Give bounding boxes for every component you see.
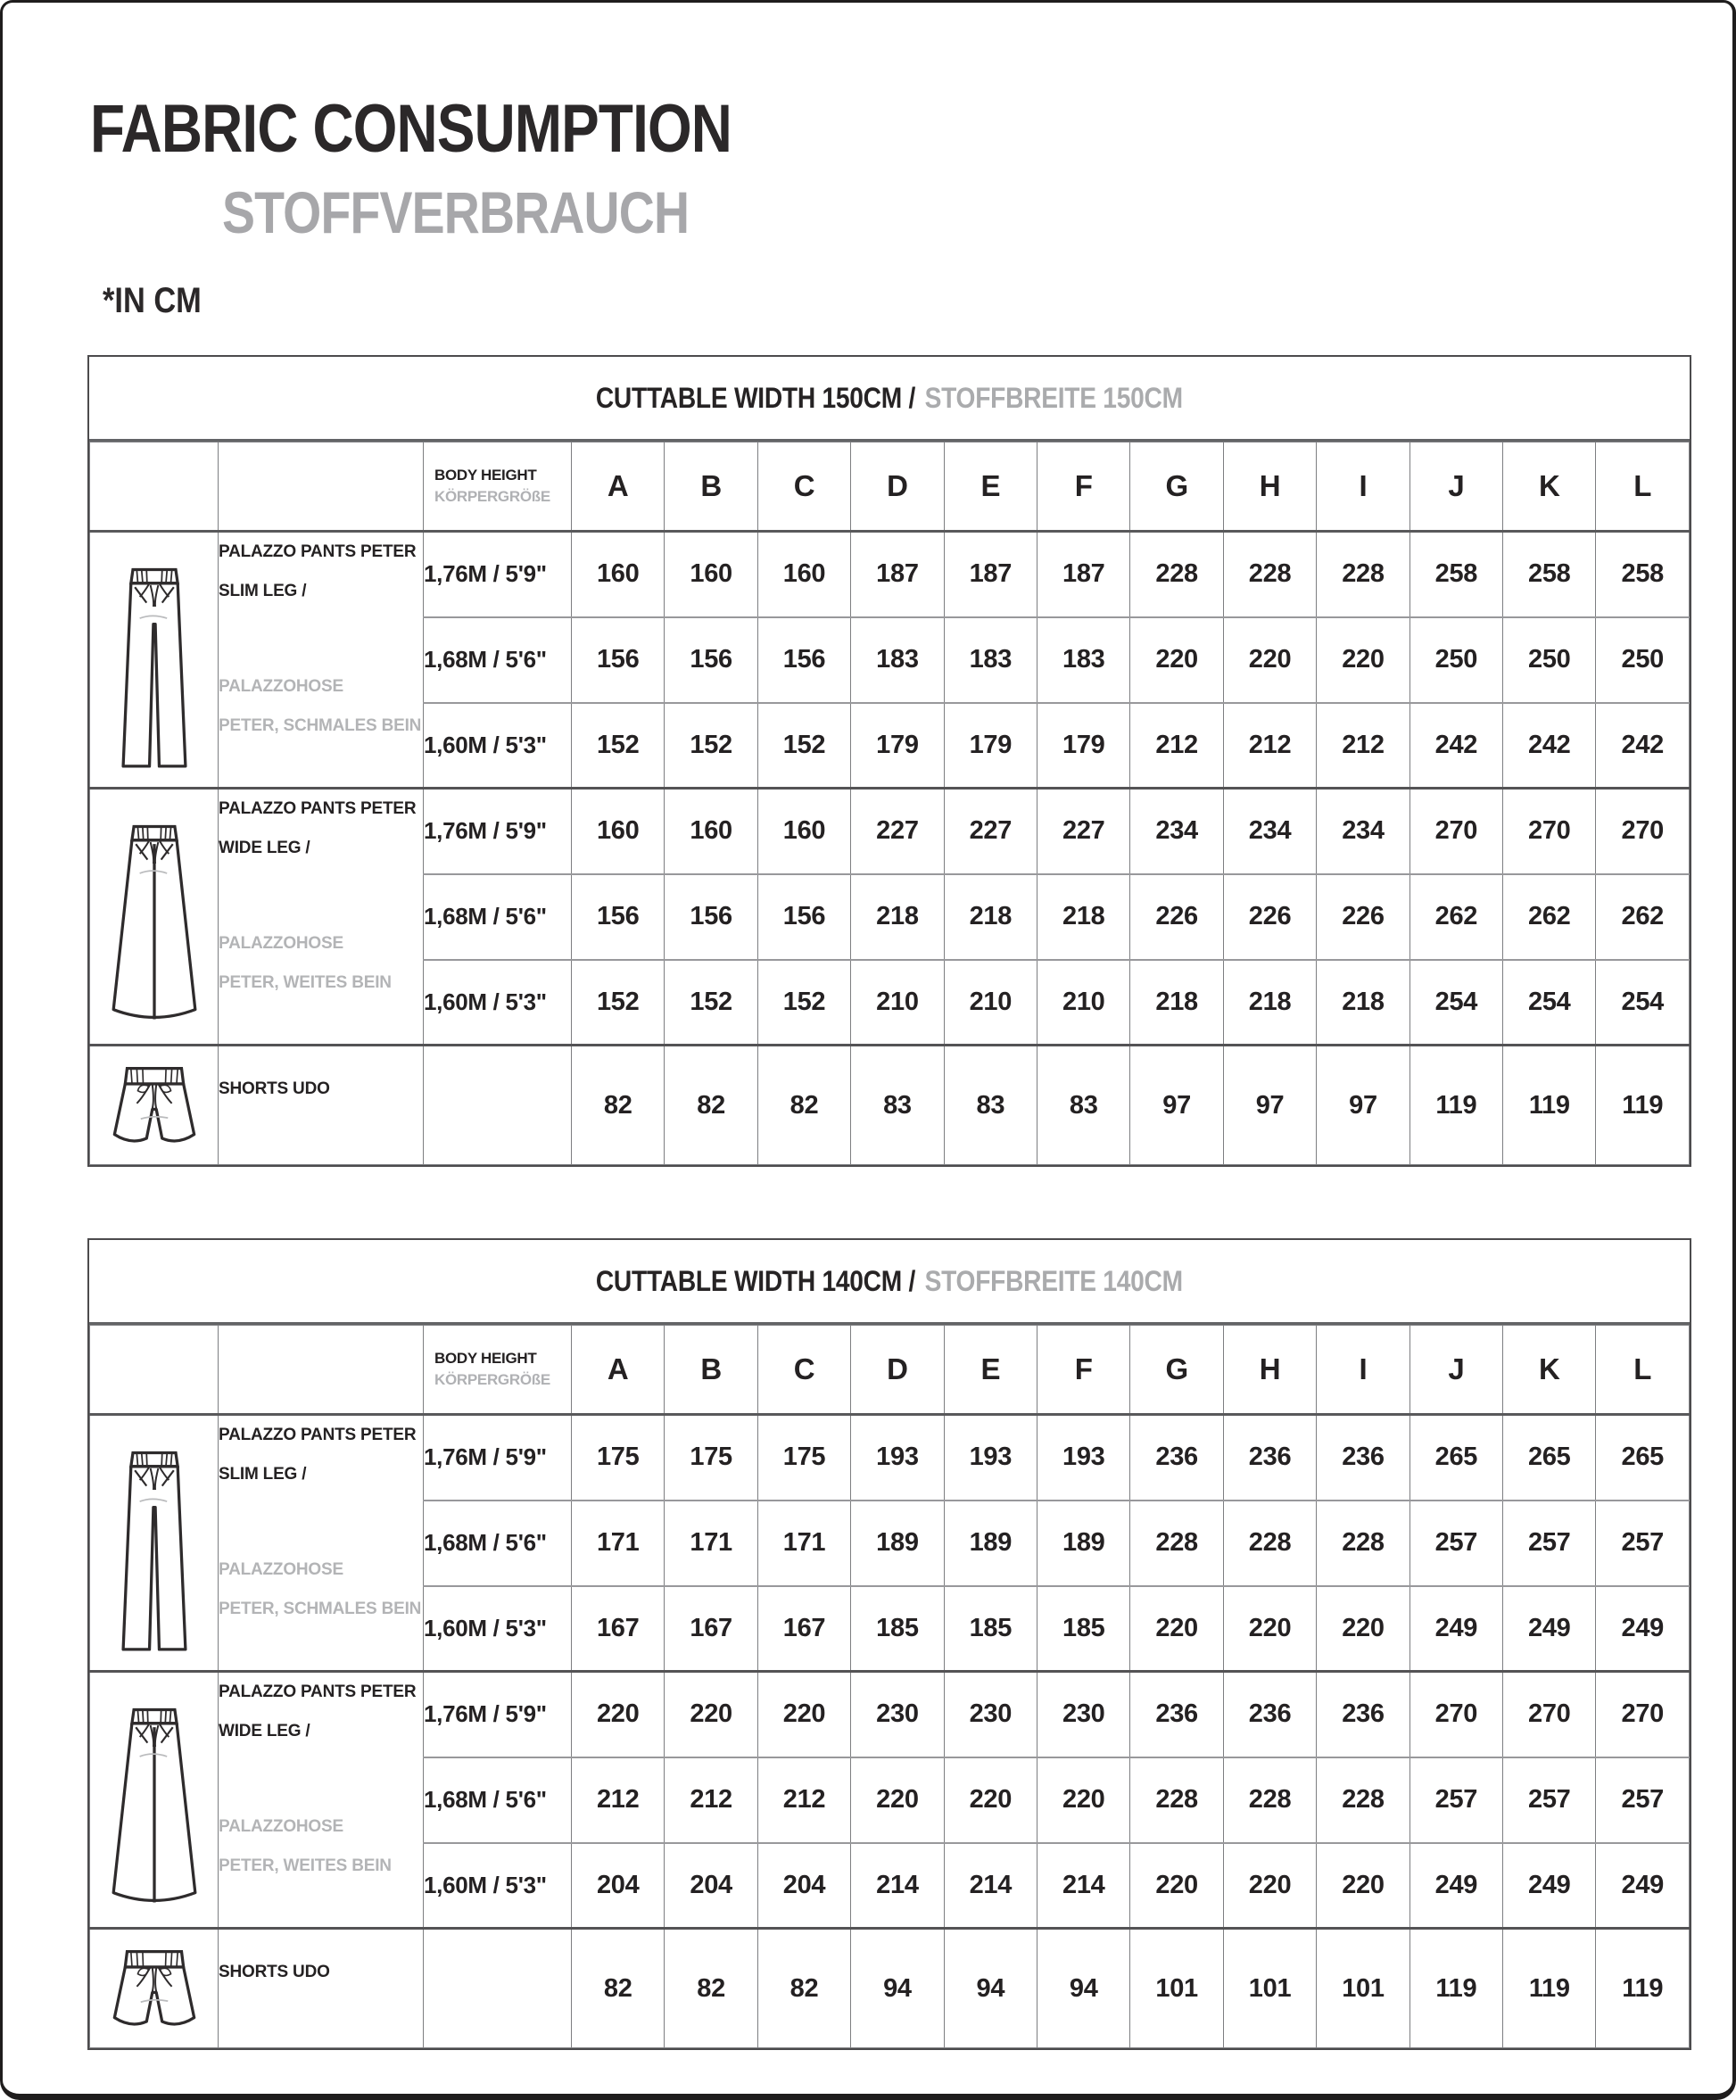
fabric-length-cell: 228	[1223, 1501, 1316, 1586]
garment-name-cell	[219, 532, 424, 789]
illustration-column-header	[90, 1326, 219, 1415]
size-column-header-I: I	[1317, 442, 1409, 532]
fabric-length-cell: 212	[757, 1757, 850, 1843]
body-height-column-header	[424, 442, 572, 532]
fabric-length-cell: 119	[1596, 1929, 1690, 2048]
garment-name-en: PALAZZO PANTS PETER WIDE LEG /	[219, 1682, 417, 1740]
garment-name-de: PALAZZOHOSE PETER, SCHMALES BEIN	[219, 1560, 422, 1619]
fabric-length-cell: 119	[1503, 1929, 1596, 2048]
fabric-length-cell: 250	[1596, 617, 1690, 703]
body-height-cell: 1,76M / 5'9"	[424, 1415, 572, 1501]
size-column-header-I: I	[1317, 1326, 1409, 1415]
fabric-length-cell: 226	[1317, 874, 1409, 960]
fabric-length-cell: 262	[1596, 874, 1690, 960]
table-title-band	[89, 1240, 1690, 1325]
body-height-cell: 1,60M / 5'3"	[424, 1586, 572, 1672]
unit-note: *IN CM	[103, 281, 202, 320]
fabric-length-cell: 187	[944, 532, 1037, 617]
garment-name-cell	[219, 1046, 424, 1165]
body-height-label-en: BODY HEIGHT	[434, 1350, 537, 1368]
page-subtitle: STOFFVERBRAUCH	[222, 179, 690, 245]
fabric-length-cell: 258	[1596, 532, 1690, 617]
fabric-length-cell: 236	[1130, 1672, 1223, 1757]
table-title-en: CUTTABLE WIDTH 150CM /	[596, 381, 916, 414]
size-header-row	[90, 442, 1690, 532]
garment-group-row	[90, 532, 1690, 617]
fabric-length-cell: 218	[1037, 874, 1130, 960]
garment-group-row	[90, 1672, 1690, 1757]
fabric-length-cell: 228	[1130, 1501, 1223, 1586]
fabric-length-cell: 254	[1503, 960, 1596, 1046]
body-height-label-en: BODY HEIGHT	[434, 467, 537, 484]
size-column-header-K: K	[1503, 1326, 1596, 1415]
page-title: FABRIC CONSUMPTION	[90, 91, 732, 167]
fabric-length-cell: 220	[757, 1672, 850, 1757]
table-title-en: CUTTABLE WIDTH 140CM /	[596, 1264, 916, 1297]
fabric-length-cell: 270	[1503, 789, 1596, 874]
fabric-length-cell: 167	[757, 1586, 850, 1672]
size-column-header-E: E	[944, 1326, 1037, 1415]
fabric-length-cell: 230	[851, 1672, 944, 1757]
fabric-length-cell: 228	[1130, 532, 1223, 617]
fabric-length-cell: 82	[665, 1046, 757, 1165]
size-column-header-B: B	[665, 442, 757, 532]
palazzo-slim-icon	[90, 1415, 219, 1672]
fabric-length-cell: 204	[665, 1843, 757, 1929]
fabric-length-cell: 183	[851, 617, 944, 703]
fabric-length-cell: 183	[1037, 617, 1130, 703]
fabric-length-cell: 249	[1596, 1843, 1690, 1929]
fabric-length-cell: 156	[665, 874, 757, 960]
fabric-length-cell: 189	[851, 1501, 944, 1586]
fabric-length-cell: 218	[1317, 960, 1409, 1046]
fabric-length-cell: 171	[665, 1501, 757, 1586]
size-column-header-C: C	[757, 442, 850, 532]
fabric-length-cell: 171	[757, 1501, 850, 1586]
size-column-header-H: H	[1223, 442, 1316, 532]
fabric-length-cell: 156	[572, 617, 665, 703]
fabric-length-cell: 185	[944, 1586, 1037, 1672]
body-height-cell: 1,68M / 5'6"	[424, 1501, 572, 1586]
fabric-length-cell: 265	[1503, 1415, 1596, 1501]
fabric-length-cell: 270	[1409, 789, 1502, 874]
fabric-length-cell: 227	[1037, 789, 1130, 874]
fabric-length-cell: 94	[851, 1929, 944, 2048]
fabric-length-cell: 236	[1317, 1415, 1409, 1501]
page-header	[90, 91, 854, 321]
shorts-icon	[90, 1929, 219, 2048]
fabric-length-cell: 189	[1037, 1501, 1130, 1586]
fabric-length-cell: 220	[1130, 1586, 1223, 1672]
fabric-length-cell: 183	[944, 617, 1037, 703]
shorts-icon	[90, 1046, 219, 1165]
fabric-length-cell: 171	[572, 1501, 665, 1586]
size-column-header-G: G	[1130, 1326, 1223, 1415]
fabric-length-cell: 220	[1223, 1586, 1316, 1672]
fabric-length-cell: 82	[757, 1929, 850, 2048]
fabric-length-cell: 119	[1409, 1929, 1502, 2048]
garment-name-en: PALAZZO PANTS PETER SLIM LEG /	[219, 1426, 417, 1484]
fabric-length-cell: 193	[944, 1415, 1037, 1501]
fabric-length-cell: 228	[1317, 1757, 1409, 1843]
fabric-length-cell: 249	[1596, 1586, 1690, 1672]
fabric-length-cell: 160	[757, 789, 850, 874]
fabric-length-cell: 257	[1596, 1501, 1690, 1586]
size-column-header-F: F	[1037, 1326, 1130, 1415]
fabric-length-cell: 160	[572, 789, 665, 874]
size-column-header-K: K	[1503, 442, 1596, 532]
size-column-header-D: D	[851, 442, 944, 532]
fabric-length-cell: 220	[1130, 617, 1223, 703]
size-column-header-A: A	[572, 1326, 665, 1415]
fabric-length-cell: 220	[851, 1757, 944, 1843]
fabric-length-cell: 175	[572, 1415, 665, 1501]
fabric-length-cell: 220	[1130, 1843, 1223, 1929]
fabric-length-cell: 262	[1409, 874, 1502, 960]
fabric-length-cell: 236	[1317, 1672, 1409, 1757]
fabric-length-cell: 101	[1223, 1929, 1316, 2048]
fabric-length-cell: 214	[851, 1843, 944, 1929]
fabric-length-cell: 220	[944, 1757, 1037, 1843]
fabric-length-cell: 230	[1037, 1672, 1130, 1757]
size-column-header-L: L	[1596, 1326, 1690, 1415]
fabric-length-cell: 101	[1317, 1929, 1409, 2048]
fabric-length-cell: 152	[757, 960, 850, 1046]
fabric-length-cell: 152	[665, 960, 757, 1046]
fabric-length-cell: 156	[757, 874, 850, 960]
table-title-de: STOFFBREITE 150CM	[924, 381, 1183, 414]
fabric-consumption-table	[89, 1325, 1690, 2048]
garment-name-cell	[219, 1415, 424, 1672]
fabric-length-cell: 257	[1409, 1501, 1502, 1586]
fabric-length-cell: 156	[572, 874, 665, 960]
fabric-length-cell: 228	[1223, 1757, 1316, 1843]
garment-name-de: PALAZZOHOSE PETER, WEITES BEIN	[219, 1817, 392, 1876]
fabric-length-cell: 236	[1223, 1672, 1316, 1757]
fabric-length-cell: 228	[1130, 1757, 1223, 1843]
body-height-cell: 1,68M / 5'6"	[424, 1757, 572, 1843]
fabric-length-cell: 218	[1130, 960, 1223, 1046]
fabric-length-cell: 218	[851, 874, 944, 960]
fabric-length-cell: 204	[757, 1843, 850, 1929]
fabric-length-cell: 152	[665, 703, 757, 789]
fabric-length-cell: 218	[1223, 960, 1316, 1046]
fabric-length-cell: 220	[1037, 1757, 1130, 1843]
size-column-header-J: J	[1409, 1326, 1502, 1415]
table-title	[596, 382, 1183, 415]
garment-name-column-header	[219, 1326, 424, 1415]
fabric-length-cell: 83	[944, 1046, 1037, 1165]
fabric-length-cell: 254	[1596, 960, 1690, 1046]
fabric-length-cell: 257	[1409, 1757, 1502, 1843]
fabric-length-cell: 254	[1409, 960, 1502, 1046]
fabric-length-cell: 230	[944, 1672, 1037, 1757]
body-height-label-de: KÖRPERGRÖßE	[434, 1370, 550, 1388]
fabric-length-cell: 220	[572, 1672, 665, 1757]
fabric-length-cell: 270	[1596, 789, 1690, 874]
garment-name-en: PALAZZO PANTS PETER WIDE LEG /	[219, 799, 417, 857]
garment-name-en: SHORTS UDO	[219, 1963, 330, 1981]
size-column-header-F: F	[1037, 442, 1130, 532]
fabric-length-cell: 228	[1317, 532, 1409, 617]
fabric-length-cell: 94	[944, 1929, 1037, 2048]
body-height-cell: 1,60M / 5'3"	[424, 703, 572, 789]
body-height-cell: 1,68M / 5'6"	[424, 617, 572, 703]
fabric-length-cell: 265	[1409, 1415, 1502, 1501]
table-cuttable-width-140cm	[87, 1238, 1691, 2050]
size-column-header-H: H	[1223, 1326, 1316, 1415]
fabric-length-cell: 179	[1037, 703, 1130, 789]
fabric-length-cell: 167	[572, 1586, 665, 1672]
fabric-length-cell: 220	[1223, 617, 1316, 703]
fabric-length-cell: 212	[665, 1757, 757, 1843]
garment-name-cell	[219, 1929, 424, 2048]
size-column-header-B: B	[665, 1326, 757, 1415]
fabric-length-cell: 249	[1409, 1843, 1502, 1929]
fabric-length-cell: 262	[1503, 874, 1596, 960]
body-height-cell: 1,60M / 5'3"	[424, 960, 572, 1046]
fabric-length-cell: 187	[851, 532, 944, 617]
fabric-length-cell: 242	[1409, 703, 1502, 789]
body-height-cell	[424, 1046, 572, 1165]
fabric-length-cell: 204	[572, 1843, 665, 1929]
fabric-length-cell: 156	[665, 617, 757, 703]
body-height-cell: 1,76M / 5'9"	[424, 789, 572, 874]
size-column-header-J: J	[1409, 442, 1502, 532]
fabric-length-cell: 242	[1596, 703, 1690, 789]
fabric-length-cell: 228	[1317, 1501, 1409, 1586]
size-column-header-C: C	[757, 1326, 850, 1415]
fabric-length-cell: 179	[851, 703, 944, 789]
fabric-length-cell: 152	[572, 960, 665, 1046]
fabric-length-cell: 218	[944, 874, 1037, 960]
garment-name-column-header	[219, 442, 424, 532]
fabric-length-cell: 175	[757, 1415, 850, 1501]
fabric-length-cell: 257	[1503, 1757, 1596, 1843]
fabric-length-cell: 212	[1317, 703, 1409, 789]
fabric-length-cell: 185	[851, 1586, 944, 1672]
palazzo-slim-icon	[90, 532, 219, 789]
fabric-length-cell: 210	[944, 960, 1037, 1046]
fabric-length-cell: 160	[757, 532, 850, 617]
fabric-length-cell: 258	[1503, 532, 1596, 617]
fabric-length-cell: 212	[1223, 703, 1316, 789]
fabric-length-cell: 83	[851, 1046, 944, 1165]
body-height-cell: 1,60M / 5'3"	[424, 1843, 572, 1929]
fabric-length-cell: 258	[1409, 532, 1502, 617]
fabric-length-cell: 160	[665, 532, 757, 617]
size-column-header-G: G	[1130, 442, 1223, 532]
fabric-length-cell: 82	[572, 1046, 665, 1165]
fabric-length-cell: 94	[1037, 1929, 1130, 2048]
fabric-length-cell: 97	[1317, 1046, 1409, 1165]
fabric-length-cell: 234	[1130, 789, 1223, 874]
fabric-length-cell: 236	[1223, 1415, 1316, 1501]
fabric-length-cell: 242	[1503, 703, 1596, 789]
garment-group-row	[90, 789, 1690, 874]
fabric-length-cell: 249	[1409, 1586, 1502, 1672]
fabric-length-cell: 257	[1503, 1501, 1596, 1586]
size-column-header-D: D	[851, 1326, 944, 1415]
palazzo-wide-icon	[90, 1672, 219, 1929]
fabric-length-cell: 226	[1130, 874, 1223, 960]
fabric-length-cell: 234	[1317, 789, 1409, 874]
fabric-length-cell: 257	[1596, 1757, 1690, 1843]
fabric-length-cell: 270	[1503, 1672, 1596, 1757]
fabric-length-cell: 119	[1596, 1046, 1690, 1165]
garment-name-de: PALAZZOHOSE PETER, WEITES BEIN	[219, 934, 392, 993]
body-height-column-header	[424, 1326, 572, 1415]
fabric-length-cell: 234	[1223, 789, 1316, 874]
fabric-length-cell: 214	[944, 1843, 1037, 1929]
table-title-band	[89, 357, 1690, 442]
size-column-header-E: E	[944, 442, 1037, 532]
fabric-length-cell: 210	[1037, 960, 1130, 1046]
garment-group-row	[90, 1046, 1690, 1165]
fabric-length-cell: 227	[944, 789, 1037, 874]
body-height-cell: 1,68M / 5'6"	[424, 874, 572, 960]
size-column-header-A: A	[572, 442, 665, 532]
fabric-consumption-table	[89, 442, 1690, 1165]
fabric-length-cell: 249	[1503, 1586, 1596, 1672]
fabric-length-cell: 193	[851, 1415, 944, 1501]
fabric-length-cell: 220	[1317, 1843, 1409, 1929]
fabric-length-cell: 119	[1503, 1046, 1596, 1165]
fabric-length-cell: 220	[1317, 617, 1409, 703]
fabric-length-cell: 119	[1409, 1046, 1502, 1165]
fabric-length-cell: 220	[1223, 1843, 1316, 1929]
fabric-length-cell: 214	[1037, 1843, 1130, 1929]
garment-group-row	[90, 1415, 1690, 1501]
garment-name-cell	[219, 1672, 424, 1929]
garment-name-en: PALAZZO PANTS PETER SLIM LEG /	[219, 542, 417, 600]
fabric-length-cell: 227	[851, 789, 944, 874]
size-header-row	[90, 1326, 1690, 1415]
table-cuttable-width-150cm	[87, 355, 1691, 1167]
fabric-length-cell: 160	[665, 789, 757, 874]
garment-name-cell	[219, 789, 424, 1046]
fabric-length-cell: 101	[1130, 1929, 1223, 2048]
fabric-length-cell: 82	[665, 1929, 757, 2048]
fabric-length-cell: 226	[1223, 874, 1316, 960]
size-column-header-L: L	[1596, 442, 1690, 532]
fabric-length-cell: 228	[1223, 532, 1316, 617]
body-height-cell: 1,76M / 5'9"	[424, 1672, 572, 1757]
palazzo-wide-icon	[90, 789, 219, 1046]
fabric-length-cell: 175	[665, 1415, 757, 1501]
fabric-length-cell: 270	[1596, 1672, 1690, 1757]
fabric-length-cell: 160	[572, 532, 665, 617]
garment-name-de: PALAZZOHOSE PETER, SCHMALES BEIN	[219, 677, 422, 736]
fabric-length-cell: 250	[1409, 617, 1502, 703]
body-height-label-de: KÖRPERGRÖßE	[434, 487, 550, 505]
fabric-length-cell: 185	[1037, 1586, 1130, 1672]
fabric-length-cell: 167	[665, 1586, 757, 1672]
fabric-length-cell: 156	[757, 617, 850, 703]
fabric-length-cell: 220	[665, 1672, 757, 1757]
fabric-length-cell: 179	[944, 703, 1037, 789]
fabric-length-cell: 83	[1037, 1046, 1130, 1165]
fabric-length-cell: 212	[1130, 703, 1223, 789]
body-height-cell	[424, 1929, 572, 2048]
fabric-length-cell: 187	[1037, 532, 1130, 617]
illustration-column-header	[90, 442, 219, 532]
fabric-length-cell: 97	[1223, 1046, 1316, 1165]
fabric-length-cell: 152	[572, 703, 665, 789]
fabric-length-cell: 82	[757, 1046, 850, 1165]
fabric-length-cell: 97	[1130, 1046, 1223, 1165]
fabric-length-cell: 152	[757, 703, 850, 789]
fabric-length-cell: 236	[1130, 1415, 1223, 1501]
fabric-length-cell: 189	[944, 1501, 1037, 1586]
fabric-length-cell: 270	[1409, 1672, 1502, 1757]
fabric-length-cell: 210	[851, 960, 944, 1046]
fabric-length-cell: 249	[1503, 1843, 1596, 1929]
fabric-length-cell: 220	[1317, 1586, 1409, 1672]
garment-group-row	[90, 1929, 1690, 2048]
table-title	[596, 1265, 1183, 1298]
fabric-length-cell: 82	[572, 1929, 665, 2048]
garment-name-en: SHORTS UDO	[219, 1079, 330, 1098]
fabric-length-cell: 250	[1503, 617, 1596, 703]
table-title-de: STOFFBREITE 140CM	[924, 1264, 1183, 1297]
fabric-length-cell: 212	[572, 1757, 665, 1843]
body-height-cell: 1,76M / 5'9"	[424, 532, 572, 617]
fabric-length-cell: 193	[1037, 1415, 1130, 1501]
fabric-length-cell: 265	[1596, 1415, 1690, 1501]
